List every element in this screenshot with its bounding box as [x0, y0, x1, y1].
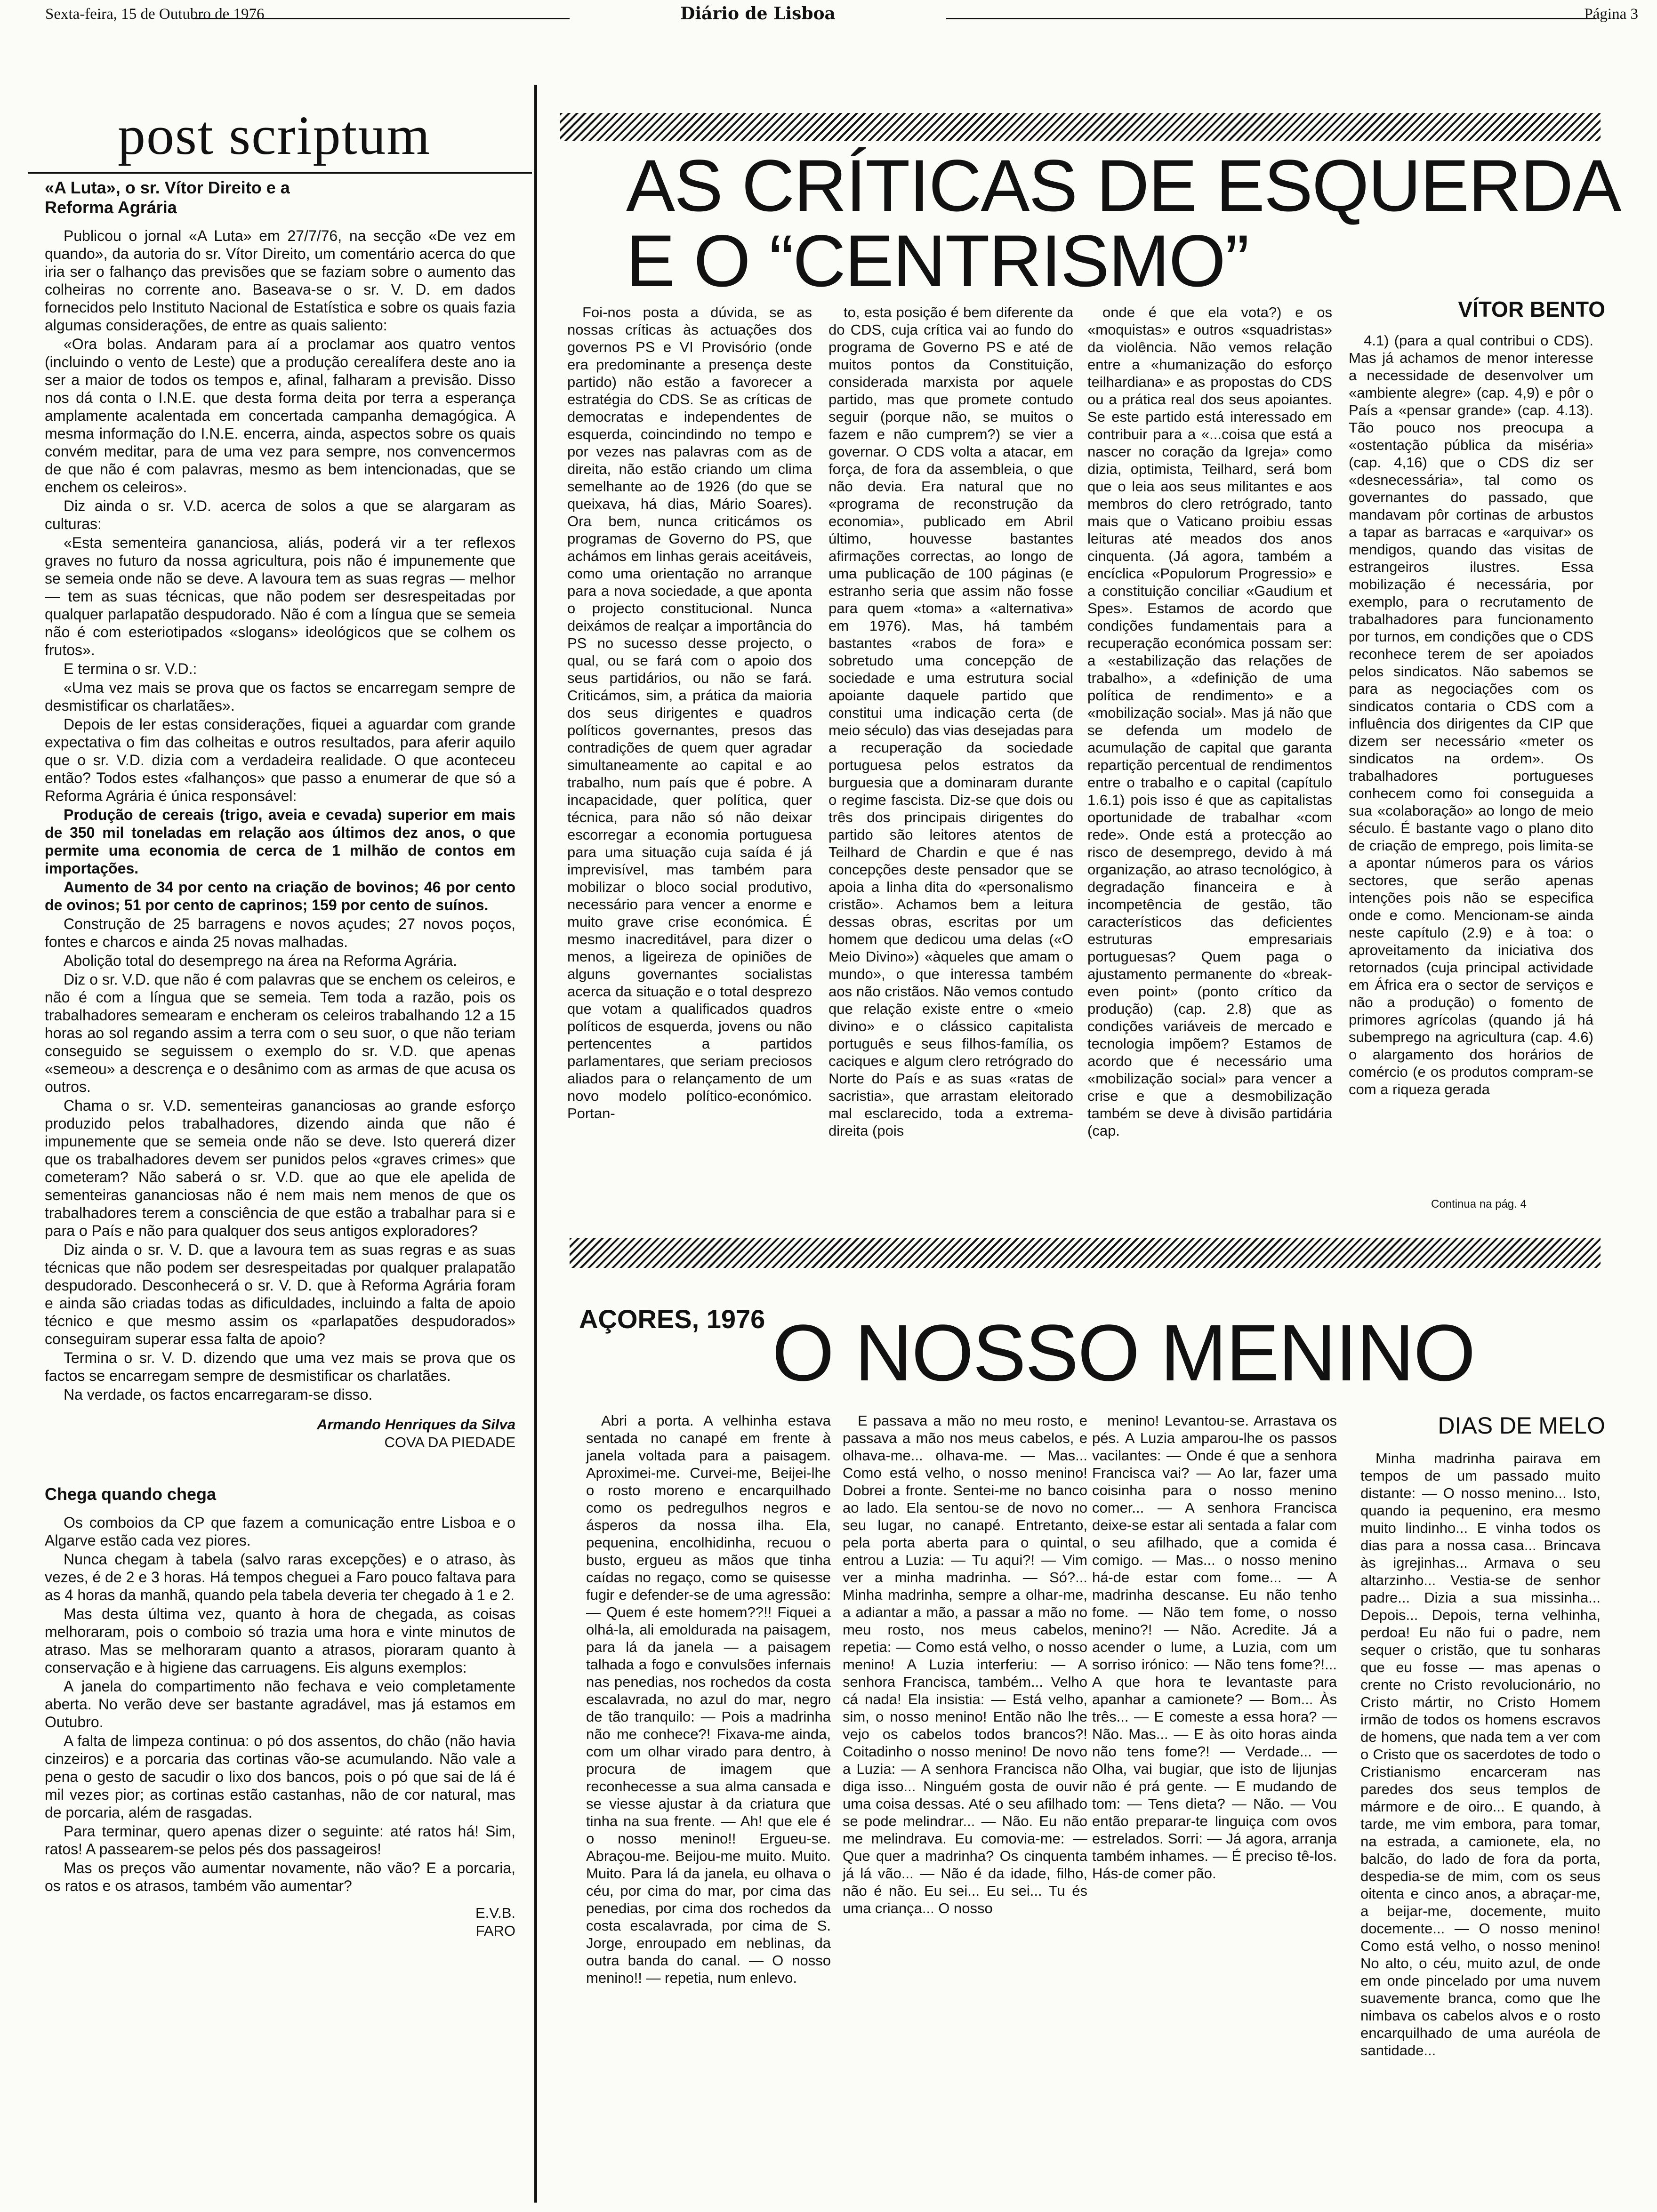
column-text: 4.1) (para a qual contribui o CDS). Mas já achamos de menor interesse a necessidade de desenvolver um «ambiente alegre» (cap. 4,9) e pôr o País a «pensar grande» (cap. 4.13). Tão pouco nos preocupa a «ostentação pública da miséria» (cap. 4,16) que o CDS diz ser «desnecessária», tal como os governantes do passado, que mandavam pôr cortinas de arbustos a tapar as barracas e «arquivar» os mendigos, quando das visitas de estrangeiros ilustres. Essa mobilização é necessária, por exemplo, para o recrutamento de trabalhadores para funcionamento por turnos, em condições que o CDS reconhece terem de ser apoiados pelos sindicatos. Não sabemos se para as negociações com os sindicatos contaria o CDS com a influência dos dirigentes da CIP que dizem ser necessário «meter os sindicatos na ordem». Os trabalhadores portugueses conhecem como foi conseguida a sua «colaboração» ao longo de meio século. É bastante vago o plano dito de criação de emprego, pois limita-se a apontar números para os vários sectores, que serão apenas intenções pois não se especifica onde e como. Mencionam-se ainda neste capítulo (2.9) e à toa: o aproveitamento da iniciativa dos retornados (cuja principal actividade em África era o sector de serviços e não a produção) o fomento de primores agrícolas (quando já há subemprego na agricultura (cap. 4.6) o alargamento dos horários de comércio (e os produtos compram-se com a riqueza gerada [1349, 332, 1593, 1098]
letter-2-signature [45, 1904, 515, 1940]
menino-byline: DIAS DE MELO [1438, 1412, 1605, 1439]
letter-2-heading: Chega quando chega [45, 1484, 217, 1504]
paragraph: A janela do compartimento não fechava e veio completamente aberta. No verão deve ser bastante agradável, mas já estamos em Outubro. [45, 1678, 515, 1731]
paragraph: Produção de cereais (trigo, aveia e cevada) superior em mais de 350 mil toneladas em relação aos últimos dez anos, o que permite uma economia de cerca de 1 milhão de contos em importações. [45, 806, 515, 877]
hatch-bar-bottom [570, 1238, 1601, 1268]
paragraph: Para terminar, quero apenas dizer o seguinte: até ratos há! Sim, ratos! A passearem-se pelos pés dos passageiros! [45, 1823, 515, 1858]
paragraph: Termina o sr. V. D. dizendo que uma vez mais se prova que os factos se encarregam sempre de desmistificar os charlatães. [45, 1349, 515, 1384]
paragraph: Mas os preços vão aumentar novamente, não vão? E a porcaria, os ratos e os atrasos, também vão aumentar? [45, 1859, 515, 1894]
signature-place: COVA DA PIEDADE [384, 1434, 515, 1451]
paragraph: «Esta sementeira gananciosa, aliás, poderá vir a ter reflexos graves no futuro da nossa agricultura, pois não é impunemente que se semeia onde não se deve. A lavoura tem as suas regras — melhor — tem as suas técnicas, que não podem ser desrespeitadas por qualquer parlapatão despudorado. Não é com a língua que se semeia não é com esteriotipados «slogans» ideológicos que se colhem os frutos». [45, 534, 515, 658]
paragraph: Diz ainda o sr. V.D. acerca de solos a que se alargaram as culturas: [45, 497, 515, 532]
paragraph: Aumento de 34 por cento na criação de bovinos; 46 por cento de ovinos; 51 por cento de caprinos; 159 por cento de suínos. [45, 879, 515, 914]
post-scriptum-title: post scriptum [118, 104, 431, 166]
criticas-column-1 [567, 304, 812, 1122]
column-text: to, esta posição é bem diferente da do CDS, cuja crítica vai ao fundo do programa de Governo PS e até de muitos pontos da Constituição, considerada marxista por aquele partido, mas que promete contudo seguir (porque não, se muitos o fazem e não cumprem?) se vier a governar. O CDS volta a atacar, em força, de fora da assembleia, o que não devia. Era natural que no «programa de reconstrução da economia», publicado em Abril último, houvesse bastantes afirmações correctas, ao longo de uma publicação de 100 páginas (e estranho seria que assim não fosse para quem «toma» a «alternativa» em 1976). Mas, há também bastantes «rabos de fora» e sobretudo uma concepção de sociedade e uma estrutura social apoiante daquele partido que constitui uma indicação certa (de meio século) das vias desejadas para a recuperação da sociedade portuguesa pelos estratos da burguesia que a dominaram durante o regime fascista. Diz-se que dois ou três dos principais dirigentes do partido são leitores atentos de Teilhard de Chardin e que é nas concepções deste pensador que se apoia a linha dita do «personalismo cristão». Achamos bem a leitura dessas obras, escritas por um homem que dedicou uma delas («O Meio Divino») «àqueles que amam o mundo», o que interessa também aos não cristãos. Não vemos contudo que relação existe entre o «meio divino» e o clássico capitalista português e seus filhos-família, os caciques e algum clero retrógrado do Norte do País e as suas «ratas de sacristia», que arrastam eleitorado mal esclarecido, toda a extrema-direita (pois [828, 304, 1073, 1139]
menino-column-4 [1360, 1450, 1601, 2059]
paragraph: «Uma vez mais se prova que os factos se encarregam sempre de desmistificar os charlatães». [45, 679, 515, 714]
page-header [5, 4, 1652, 32]
paragraph: Mas desta última vez, quanto à hora de chegada, as coisas melhoraram, pois o comboio só trazia uma hora e vinte minutos de atraso. Mas se melhoraram quanto a atrasos, pioraram quanto à conservação e à higiene das carruagens. Eis alguns exemplos: [45, 1605, 515, 1676]
column-text: Abri a porta. A velhinha estava sentada no canapé em frente à janela voltada para a paisagem. Aproximei-me. Curvei-me, Beijei-lhe o rosto moreno e encarquilhado como os pedregulhos negros e ásperos da nossa ilha. Ela, pequenina, encolhidinha, recuou o busto, ergueu as mãos que tinha caídas no regaço, como se quisesse fugir e defender-se de uma agressão: — Quem é este homem??!! Fiquei a olhá-la, ali emoldurada na paisagem, para lá da janela — a paisagem talhada a fogo e convulsões infernais nas penedias, nos rochedos da costa escalavrada, no azul do mar, negro de tão tranquilo: — Pois a madrinha não me conhece?! Fixava-me ainda, com um olhar virado para dentro, à procura de imagem que reconhecesse a sua alma cansada e se viesse ajustar à da criatura que tinha na sua frente. — Ah! que ele é o nosso menino!! Ergueu-se. Abraçou-me. Beijou-me muito. Muito. Muito. Para lá da janela, eu olhava o céu, por cima do mar, por cima das penedias, por cima dos rochedos da costa escalavrada, por cima de S. Jorge, enroupado em neblinas, da outra banda do canal. — O nosso menino!! — repetia, num enlevo. [586, 1412, 831, 1986]
paragraph: Nunca chegam à tabela (salvo raras excepções) e o atraso, às vezes, é de 2 e 3 horas. Há tempos cheguei a Faro pouco faltava para as 4 horas da manhã, quando pela tabela deveria ter chegado à 1 e 2. [45, 1551, 515, 1603]
column-text: E passava a mão no meu rosto, e passava a mão nos meus cabelos, e olhava-me... olhava-me. — Mas... Como está velho, o nosso menino! Dobrei a fronte. Sentei-me no banco ao lado. Ela sentou-se de novo no seu lugar, no canapé. Entretanto, pela porta aberta para o quintal, entrou a Luzia: — Tu aqui?! — Vim ver a minha madrinha. — Só?... Minha madrinha, sempre a olhar-me, a adiantar a mão, a passar a mão no meu rosto, nos meus cabelos, repetia: — Como está velho, o nosso menino! A Luzia interferiu: — A senhora Francisca, também... Velho cá nada! Ela insistia: — Está velho, sim, o nosso menino! Então não lhe vejo os cabelos todos brancos?! Coitadinho o nosso menino! De novo a Luzia: — A senhora Francisca não diga isso... Ninguém gosta de ouvir uma coisa dessas. Até o seu afilhado se pode melindrar... — Não. Eu não me melindrava. Eu comovia-me: — Que quer a madrinha? Os cinquenta já lá vão... — Não é da idade, filho, não é não. Eu sei... Eu sei... Tu és uma criança... O nosso [843, 1412, 1087, 1916]
column-text: Foi-nos posta a dúvida, se as nossas críticas às actuações dos governos PS e VI Provisório (onde era predominante a presença deste partido) não estão a favorecer a estratégia do CDS. Se as críticas de democratas e independentes de esquerda, coincindindo no tempo e por vezes nas palavras com as de direita, não estão criando um clima semelhante ao de 1926 (do que se queixava, há dias, Mário Soares). Ora bem, nunca criticámos os programas de Governo do PS, que achámos em linhas gerais aceitáveis, como uma orientação no arranque para a nova sociedade, a que aponta o projecto constitucional. Nunca deixámos de realçar a importância do PS no sucesso desse projecto, o qual, ou se fará com o apoio dos seus partidários, ou não se fará. Criticámos, sim, a prática da maioria dos seus dirigentes e quadros políticos governantes, presos das contradições de quem quer agradar simultaneamente ao capital e ao trabalho, num país que é pobre. A incapacidade, quer política, quer técnica, para não só não deixar escorregar a economia portuguesa para uma situação cuja saída é já imprevisível, mas também para mobilizar o bloco social produtivo, necessário para vencer a enorme e muito grave crise económica. É mesmo inacreditável, para dizer o menos, a ligeireza de opiniões de alguns governantes socialistas acerca da situação e o total desprezo que votam a qualificados quadros políticos de esquerda, jovens ou não pertencentes a partidos parlamentares, que seriam preciosos aliados para o relançamento de um novo modelo político-económico. Portan- [567, 304, 812, 1122]
letter-1-heading: «A Luta», o sr. Vítor Direito e a Reforma Agrária [45, 178, 290, 217]
paragraph: Abolição total do desemprego na área na Reforma Agrária. [64, 952, 458, 969]
menino-column-2 [843, 1412, 1087, 1917]
signature-name: Armando Henriques da Silva [316, 1416, 515, 1433]
paragraph: Publicou o jornal «A Luta» em 27/7/76, na secção «De vez em quando», da autoria do sr. Vítor Direito, um comentário acerca do que iria ser o falhanço das previsões que se faziam sobre o aumento das colheiras no corrente ano. Baseava-se o sr. V. D. em dados fornecidos pelo Instituto Nacional de Estatística e sobre os quais fazia algumas considerações, de entre as quais saliento: [45, 227, 515, 334]
page-number: Página 3 [1584, 6, 1638, 23]
hatch-bar-top [560, 113, 1601, 141]
paragraph: Construção de 25 barragens e novos açudes; 27 novos poços, fontes e charcos e ainda 25 novas malhadas. [45, 915, 515, 950]
criticas-byline: VÍTOR BENTO [1458, 297, 1605, 321]
menino-kicker: AÇORES, 1976 [579, 1304, 765, 1334]
newspaper-name: Diário de Lisboa [570, 4, 946, 24]
paragraph: Os comboios da CP que fazem a comunicação entre Lisboa e o Algarve estão cada vez piores. [45, 1514, 515, 1549]
signature-place: FARO [475, 1923, 515, 1939]
letter-1-signature [45, 1416, 515, 1451]
column-divider [534, 85, 537, 2203]
column-text: menino! Levantou-se. Arrastava os pés. A Luzia amparou-lhe os passos vacilantes: — Onde é que a senhora Francisca vai? — Ao lar, fazer uma coisinha para o nosso menino comer... — A senhora Francisca deixe-se estar ali sentada a falar com o seu afilhado, que a comida é comigo. — Mas... o nosso menino há-de estar com fome... — A madrinha descanse. Eu não tenho fome. — Não tem fome, o nosso menino?! — Não. Acredite. Já a acender o lume, a Luzia, com um sorriso irónico: — Não tens fome?!... A que hora te levantaste para apanhar a camionete? — Bom... Às três... — E comeste a essa hora? — Não. Mas... — E às oito horas ainda não tens fome?! — Verdade... — Olha, vai bugiar, que isto de lijunjas não é prá gente. — E mudando de tom: — Tens dieta? — Não. — Vou então preparar-te linguiça com ovos estrelados. Sorri: — Já agora, arranja também inhames. — É preciso tê-los. Hás-de comer pão. [1092, 1412, 1337, 1882]
criticas-headline-line2: E O “CENTRISMO” [626, 220, 1248, 302]
paragraph: A falta de limpeza continua: o pó dos assentos, do chão (não havia cinzeiros) e a porcaria das cortinas vão-se acumulando. Não vale a pena o gesto de sacudir o lixo dos bancos, pois o pó que sai de lá é mil vezes pior; as cortinas estão castanhas, não de cor natural, mas de porcaria, além de rasgadas. [45, 1732, 515, 1821]
issue-date: Sexta-feira, 15 de Outubro de 1976 [45, 6, 265, 23]
letter-1-body [45, 227, 515, 1403]
criticas-column-3 [1087, 304, 1332, 1139]
menino-headline: O NOSSO MENINO [772, 1308, 1475, 1398]
criticas-headline-line1: AS CRÍTICAS DE ESQUERDA [626, 145, 1621, 227]
criticas-column-4 [1349, 332, 1593, 1098]
signature-name: E.V.B. [475, 1905, 515, 1921]
paragraph: Depois de ler estas considerações, fiquei a aguardar com grande expectativa o fim das colheitas e outros resultados, para aferir aquilo que o sr. V.D. dizia com a verdadeira realidade. O que aconteceu então? Todos estes «falhanços» que passo a enumerar de que só a Reforma Agrária é única responsável: [45, 716, 515, 804]
post-scriptum-rule [28, 172, 532, 174]
menino-column-1 [586, 1412, 831, 1987]
paragraph: E termina o sr. V.D.: [64, 660, 197, 677]
paragraph: Diz o sr. V.D. que não é com palavras que se enchem os celeiros, e não é com a língua que se semeia. Tem toda a razão, pois os trabalhadores semearam e encheram os celeiros trabalhando 12 a 15 horas ao sol regando assim a terra com o seu suor, o que não teriam conseguido se seguissem o exemplo do sr. V.D. que apenas «semeou» a descrença e o desânimo com as armas de que acusa os outros. [45, 971, 515, 1095]
post-scriptum-section [45, 178, 515, 1940]
paragraph: «Ora bolas. Andaram para aí a proclamar aos quatro ventos (incluindo o vento de Leste) que a produção cerealífera deste ano ia ser a maior de todos os tempos e, afinal, falharam a previsão. Disso nos dá conta o I.N.E. que desta forma deita por terra a esperança amplamente acalentada em concertada campanha demagógica. A mesma informação do I.N.E. encerra, ainda, aspectos sobre os quais convém meditar, para de uma vez para sempre, nos convencermos de que não é com palavras, mesmo as bem intencionadas, que se enchem os celeiros». [45, 336, 515, 496]
criticas-column-2 [828, 304, 1073, 1139]
continuation-note: Continua na pág. 4 [1431, 1198, 1527, 1210]
paragraph: Chama o sr. V.D. sementeiras gananciosas ao grande esforço produzido pelos trabalhadores, dizendo ainda que não é impunemente que se semeia onde não se deve. Isto quererá dizer que os trabalhadores devem ser punidos pelos «graves crimes» que cometeram? Não saberá o sr. V.D. que ao que ele apelida de sementeiras gananciosas não é nem mais nem menos de que os trabalhadores terem a consciência de que estão a trabalhar para si e para o País e não para qualquer dos seus antigos exploradores? [45, 1097, 515, 1239]
column-text: onde é que ela vota?) e os «moquistas» e outros «squadristas» da violência. Não vemos relação entre a «humanização do esforço teilhardiana» e as propostas do CDS ou a prática real dos seus apoiantes. Se este partido está interessado em contribuir para a «...coisa que está a nascer no coração da Igreja» como dizia, optimista, Teilhard, será bom que o leia aos seus militantes e aos membros do clero retrógrado, tanto mais que o Vaticano proibiu essas leituras até meados dos anos cinquenta. (Já agora, também a encíclica «Populorum Progressio» e a constituição conciliar «Gaudium et Spes». Estamos de acordo que condições fundamentais para a recuperação económica possam ser: a «estabilização das relações de trabalho», a «definição de uma política de rendimento» e a «mobilização social». Mas já não que se defenda um modelo de acumulação de capital que garanta repartição percentual de rendimentos entre o trabalho e o capital (capítulo 1.6.1) pois isso é que as capitalistas oportunidade de trabalhar «com rede». Onde está a protecção ao risco de desemprego, devido à má organização, ao atraso tecnológico, à degradação financeira e à incompetência de gestão, tão característicos das deficientes estruturas empresariais portuguesas? Quem paga o ajustamento permanente do «break-even point» (ponto crítico da produção) (cap. 2.8) que as condições variáveis de mercado e tecnologia impõem? Estamos de acordo que é necessário uma «mobilização social» para vencer a crise e que a desmobilização também se deve à divisão partidária (cap. [1087, 304, 1332, 1139]
paragraph: Diz ainda o sr. V. D. que a lavoura tem as suas regras e as suas técnicas que não podem ser desrespeitadas por qualquer pralapatão despudorado. Desconhecerá o sr. V. D. que à Reforma Agrária foram e ainda são criadas todas as dificuldades, incluindo a falta de apoio técnico e que mesmo assim os «parlapatões despudorados» conseguiram superar essa falta de apoio? [45, 1241, 515, 1347]
column-text: Minha madrinha pairava em tempos de um passado muito distante: — O nosso menino... Isto, quando ia pequenino, era mesmo muito lindinho... E vinha todos os dias para a nossa casa... Brincava às igrejinhas... Armava o seu altarzinho... Vestia-se de senhor padre... Dizia a sua missinha... Depois... Depois, terna velhinha, perdoa! Eu não fui o padre, nem sequer o cristão, que tu sonharas que eu fosse — mas apenas o crente no Cristo revolucionário, no Cristo mártir, no Cristo Homem irmão de todos os homens escravos de homens, que nada tem a ver com o Cristo que os sacerdotes de todo o Cristianismo encarceram nas paredes dos seus templos de mármore e de oiro... E quando, à tarde, me vim embora, para tomar, na estrada, a camionete, ela, no balcão, do lado de fora da porta, despedia-se de mim, com os seus oitenta e cinco anos, a abraçar-me, a beijar-me, docemente, muito docemente... — O nosso menino! Como está velho, o nosso menino! No alto, o céu, muito azul, de onde em onde pincelado por uma nuvem suavemente branca, como que lhe nimbava os cabelos alvos e o rosto encarquilhado de uma auréola de santidade... [1360, 1450, 1601, 2059]
paragraph: Na verdade, os factos encarregaram-se disso. [64, 1386, 373, 1403]
menino-column-3 [1092, 1412, 1337, 1882]
letter-2-body [45, 1514, 515, 1895]
